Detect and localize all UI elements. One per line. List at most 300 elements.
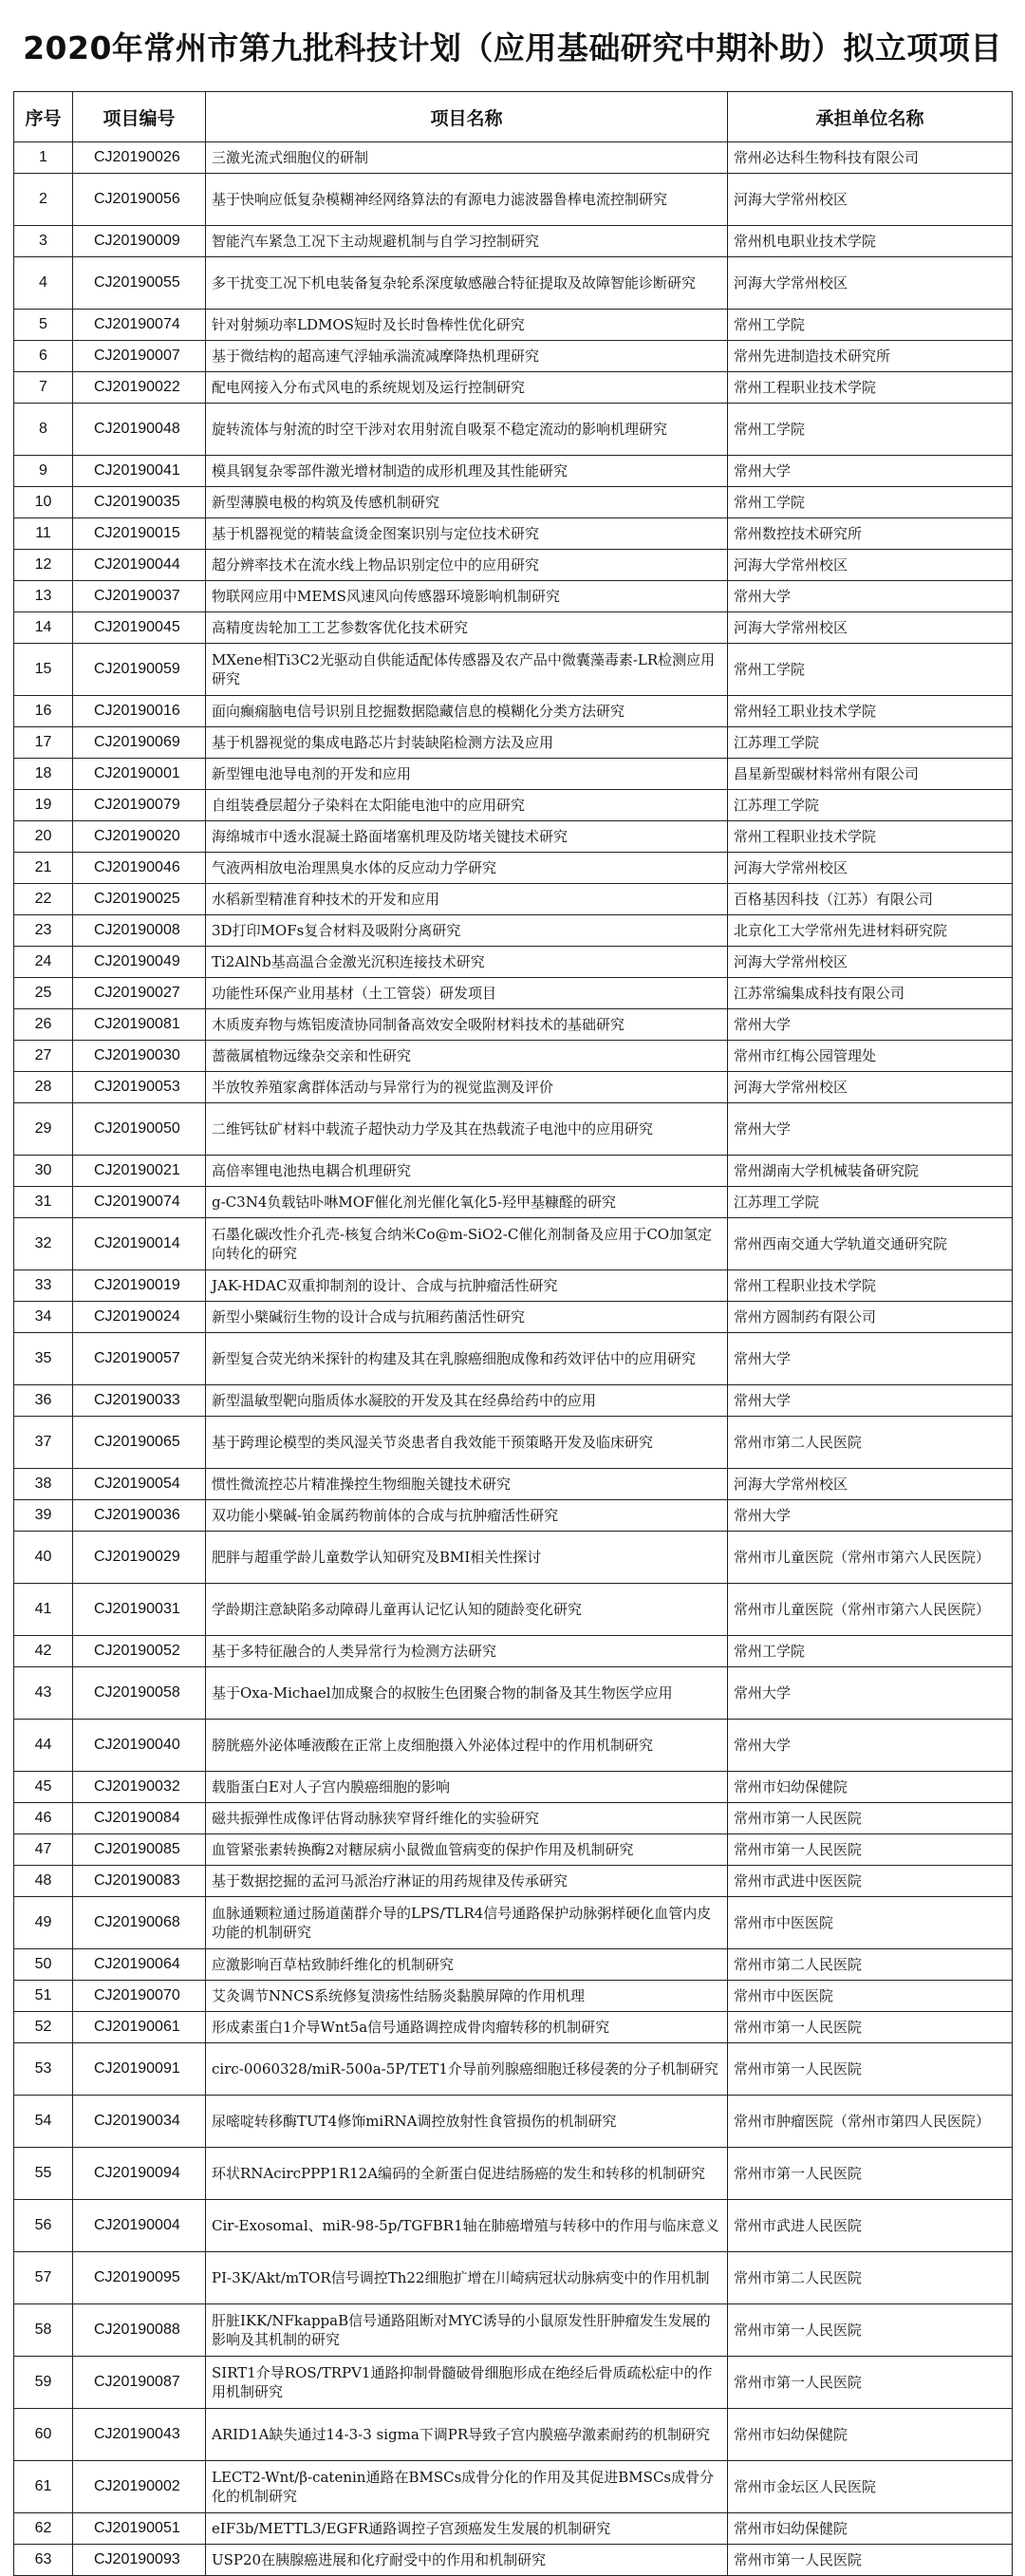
page-title: 2020年常州市第九批科技计划（应用基础研究中期补助）拟立项项目 [23,28,1002,66]
cell-project-code: CJ20190022 [73,372,206,404]
cell-project-name: 三激光流式细胞仪的研制 [206,142,728,174]
cell-unit-name: 河海大学常州校区 [728,947,1013,978]
cell-unit-name: 常州数控技术研究所 [728,518,1013,550]
cell-project-code: CJ20190059 [73,644,206,696]
cell-number: 33 [14,1270,73,1302]
table-row [14,727,1013,759]
cell-unit-name: 常州工学院 [728,487,1013,518]
cell-unit-name: 河海大学常州校区 [728,174,1013,226]
table-row [14,1500,1013,1532]
cell-project-name: 3D打印MOFs复合材料及吸附分离研究 [206,915,728,947]
cell-number: 16 [14,696,73,727]
cell-number: 50 [14,1949,73,1981]
table-row [14,1897,1013,1949]
table-row [14,1302,1013,1333]
table-row [14,1636,1013,1667]
cell-project-code: CJ20190074 [73,1187,206,1218]
cell-project-code: CJ20190044 [73,550,206,581]
cell-project-name: JAK-HDAC双重抑制剂的设计、合成与抗肿瘤活性研究 [206,1270,728,1302]
cell-unit-name: 常州先进制造技术研究所 [728,341,1013,372]
cell-project-name: 高精度齿轮加工工艺参数客优化技术研究 [206,612,728,644]
cell-number: 48 [14,1866,73,1897]
cell-project-code: CJ20190019 [73,1270,206,1302]
table-body [14,142,1013,2576]
cell-number: 45 [14,1772,73,1803]
cell-number: 43 [14,1667,73,1720]
cell-project-code: CJ20190094 [73,2148,206,2200]
cell-project-name: Ti2AlNb基高温合金激光沉积连接技术研究 [206,947,728,978]
cell-number: 58 [14,2304,73,2357]
header-name: 项目名称 [206,92,728,142]
cell-number: 51 [14,1981,73,2012]
cell-project-code: CJ20190079 [73,790,206,821]
cell-project-name: 载脂蛋白E对人子宫内膜癌细胞的影响 [206,1772,728,1803]
table-row [14,1772,1013,1803]
cell-project-name: 功能性环保产业用基材（土工管袋）研发项目 [206,978,728,1009]
cell-project-code: CJ20190025 [73,884,206,915]
cell-project-name: 惯性微流控芯片精准操控生物细胞关键技术研究 [206,1469,728,1500]
table-row [14,644,1013,696]
cell-number: 22 [14,884,73,915]
cell-project-name: 血脉通颗粒通过肠道菌群介导的LPS/TLR4信号通路保护动脉粥样硬化血管内皮功能的机制研究 [206,1897,728,1949]
table-row [14,1667,1013,1720]
cell-project-name: 海绵城市中透水混凝土路面堵塞机理及防堵关键技术研究 [206,821,728,853]
table-row [14,978,1013,1009]
table-row [14,456,1013,487]
cell-project-code: CJ20190008 [73,915,206,947]
cell-unit-name: 常州市第一人民医院 [728,2148,1013,2200]
cell-unit-name: 常州市第二人民医院 [728,1417,1013,1469]
cell-project-name: circ-0060328/miR-500a-5P/TET1介导前列腺癌细胞迁移侵袭的分子机制研究 [206,2043,728,2096]
cell-project-name: 基于跨理论模型的类风湿关节炎患者自我效能干预策略开发及临床研究 [206,1417,728,1469]
cell-number: 39 [14,1500,73,1532]
cell-unit-name: 常州轻工职业技术学院 [728,696,1013,727]
cell-project-name: 基于机器视觉的集成电路芯片封装缺陷检测方法及应用 [206,727,728,759]
cell-number: 23 [14,915,73,947]
table-row [14,1866,1013,1897]
cell-unit-name: 江苏理工学院 [728,790,1013,821]
cell-project-code: CJ20190035 [73,487,206,518]
cell-project-code: CJ20190037 [73,581,206,612]
header-code: 项目编号 [73,92,206,142]
cell-number: 34 [14,1302,73,1333]
table-row [14,2513,1013,2545]
cell-number: 27 [14,1041,73,1072]
cell-unit-name: 常州方圆制药有限公司 [728,1302,1013,1333]
table-row [14,884,1013,915]
table-row [14,174,1013,226]
cell-number: 12 [14,550,73,581]
cell-project-name: ARID1A缺失通过14-3-3 sigma下调PR导致子宫内膜癌孕激素耐药的机制研究 [206,2409,728,2461]
cell-unit-name: 常州大学 [728,1720,1013,1772]
cell-project-code: CJ20190054 [73,1469,206,1500]
cell-unit-name: 常州工程职业技术学院 [728,821,1013,853]
cell-unit-name: 常州市妇幼保健院 [728,2513,1013,2545]
table-row [14,1469,1013,1500]
cell-unit-name: 常州工学院 [728,1636,1013,1667]
cell-number: 30 [14,1156,73,1187]
cell-project-code: CJ20190033 [73,1385,206,1417]
table-row [14,310,1013,341]
cell-unit-name: 常州市第一人民医院 [728,1803,1013,1834]
table-row [14,1041,1013,1072]
cell-number: 37 [14,1417,73,1469]
cell-project-code: CJ20190069 [73,727,206,759]
cell-unit-name: 常州市武进中医医院 [728,1866,1013,1897]
cell-project-name: 蔷薇属植物远缘杂交亲和性研究 [206,1041,728,1072]
header-no: 序号 [14,92,73,142]
cell-number: 38 [14,1469,73,1500]
cell-unit-name: 北京化工大学常州先进材料研究院 [728,915,1013,947]
cell-unit-name: 常州市第一人民医院 [728,2043,1013,2096]
cell-number: 44 [14,1720,73,1772]
cell-project-name: 智能汽车紧急工况下主动规避机制与自学习控制研究 [206,226,728,257]
cell-unit-name: 常州大学 [728,1667,1013,1720]
cell-project-name: 木质废弃物与炼铝废渣协同制备高效安全吸附材料技术的基础研究 [206,1009,728,1041]
cell-number: 14 [14,612,73,644]
table-row [14,2545,1013,2576]
cell-project-code: CJ20190049 [73,947,206,978]
cell-number: 8 [14,404,73,456]
cell-number: 61 [14,2461,73,2513]
cell-number: 20 [14,821,73,853]
cell-unit-name: 常州市第二人民医院 [728,2252,1013,2304]
cell-unit-name: 百格基因科技（江苏）有限公司 [728,884,1013,915]
cell-number: 46 [14,1803,73,1834]
cell-project-name: 基于微结构的超高速气浮轴承湍流减摩降热机理研究 [206,341,728,372]
table-row [14,1949,1013,1981]
cell-unit-name: 常州市第一人民医院 [728,1834,1013,1866]
cell-project-name: 半放牧养殖家禽群体活动与异常行为的视觉监测及评价 [206,1072,728,1103]
cell-project-name: 新型复合荧光纳米探针的构建及其在乳腺癌细胞成像和药效评估中的应用研究 [206,1333,728,1385]
cell-number: 10 [14,487,73,518]
cell-unit-name: 常州市中医医院 [728,1897,1013,1949]
table-row [14,1720,1013,1772]
cell-number: 11 [14,518,73,550]
table-row [14,1417,1013,1469]
table-row [14,2200,1013,2252]
table-row [14,2461,1013,2513]
cell-number: 59 [14,2357,73,2409]
cell-number: 56 [14,2200,73,2252]
cell-number: 1 [14,142,73,174]
cell-project-code: CJ20190015 [73,518,206,550]
cell-number: 55 [14,2148,73,2200]
table-row [14,1981,1013,2012]
cell-unit-name: 常州工程职业技术学院 [728,372,1013,404]
table-row [14,759,1013,790]
cell-project-code: CJ20190093 [73,2545,206,2576]
cell-unit-name: 常州市第一人民医院 [728,2357,1013,2409]
cell-project-name: 尿嘧啶转移酶TUT4修饰miRNA调控放射性食管损伤的机制研究 [206,2096,728,2148]
cell-project-name: 气液两相放电治理黑臭水体的反应动力学研究 [206,853,728,884]
cell-number: 19 [14,790,73,821]
table-row [14,550,1013,581]
cell-project-code: CJ20190083 [73,1866,206,1897]
cell-project-name: 新型温敏型靶向脂质体水凝胶的开发及其在经鼻给药中的应用 [206,1385,728,1417]
table-row [14,518,1013,550]
cell-number: 62 [14,2513,73,2545]
cell-number: 13 [14,581,73,612]
cell-number: 17 [14,727,73,759]
cell-number: 24 [14,947,73,978]
cell-project-code: CJ20190084 [73,1803,206,1834]
table-row [14,1072,1013,1103]
cell-project-code: CJ20190045 [73,612,206,644]
cell-number: 35 [14,1333,73,1385]
cell-project-name: 二维钙钛矿材料中载流子超快动力学及其在热载流子电池中的应用研究 [206,1103,728,1156]
cell-number: 53 [14,2043,73,2096]
cell-project-code: CJ20190036 [73,1500,206,1532]
cell-project-code: CJ20190055 [73,257,206,310]
cell-project-name: 肥胖与超重学龄儿童数学认知研究及BMI相关性探讨 [206,1532,728,1584]
table-row [14,821,1013,853]
table-row [14,1532,1013,1584]
cell-number: 4 [14,257,73,310]
cell-project-name: 模具钢复杂零部件激光增材制造的成形机理及其性能研究 [206,456,728,487]
cell-unit-name: 常州市武进人民医院 [728,2200,1013,2252]
cell-project-code: CJ20190001 [73,759,206,790]
cell-project-name: 石墨化碳改性介孔壳-核复合纳米Co@m-SiO2-C催化剂制备及应用于CO加氢定向转化的研究 [206,1218,728,1270]
cell-unit-name: 常州市儿童医院（常州市第六人民医院） [728,1584,1013,1636]
cell-project-name: 基于快响应低复杂模糊神经网络算法的有源电力滤波器鲁棒电流控制研究 [206,174,728,226]
table-row [14,790,1013,821]
header-unit: 承担单位名称 [728,92,1013,142]
cell-project-code: CJ20190081 [73,1009,206,1041]
cell-project-code: CJ20190056 [73,174,206,226]
cell-number: 49 [14,1897,73,1949]
table-row [14,2357,1013,2409]
cell-project-code: CJ20190043 [73,2409,206,2461]
table-row [14,2012,1013,2043]
cell-project-name: 肝脏IKK/NFkappaB信号通路阻断对MYC诱导的小鼠原发性肝肿瘤发生发展的影响及其机制的研究 [206,2304,728,2357]
cell-number: 26 [14,1009,73,1041]
cell-unit-name: 昌星新型碳材料常州有限公司 [728,759,1013,790]
cell-project-name: 应激影响百草枯致肺纤维化的机制研究 [206,1949,728,1981]
cell-project-name: 基于Oxa-Michael加成聚合的叔胺生色团聚合物的制备及其生物医学应用 [206,1667,728,1720]
cell-project-code: CJ20190050 [73,1103,206,1156]
cell-project-code: CJ20190007 [73,341,206,372]
project-table [13,91,1013,2576]
cell-number: 15 [14,644,73,696]
cell-project-code: CJ20190020 [73,821,206,853]
table-row [14,142,1013,174]
cell-project-code: CJ20190074 [73,310,206,341]
cell-project-name: SIRT1介导ROS/TRPV1通路抑制骨髓破骨细胞形成在绝经后骨质疏松症中的作用机制研究 [206,2357,728,2409]
table-row [14,1156,1013,1187]
cell-unit-name: 河海大学常州校区 [728,1072,1013,1103]
cell-project-name: MXene相Ti3C2光驱动自供能适配体传感器及农产品中微囊藻毒素-LR检测应用研究 [206,644,728,696]
cell-unit-name: 江苏理工学院 [728,727,1013,759]
table-row [14,853,1013,884]
cell-number: 3 [14,226,73,257]
cell-unit-name: 常州大学 [728,1500,1013,1532]
table-row [14,1187,1013,1218]
cell-number: 29 [14,1103,73,1156]
cell-unit-name: 常州必达科生物科技有限公司 [728,142,1013,174]
table-row [14,372,1013,404]
cell-project-name: 配电网接入分布式风电的系统规划及运行控制研究 [206,372,728,404]
cell-project-code: CJ20190026 [73,142,206,174]
cell-number: 2 [14,174,73,226]
cell-unit-name: 常州市妇幼保健院 [728,2409,1013,2461]
cell-project-code: CJ20190065 [73,1417,206,1469]
cell-project-code: CJ20190031 [73,1584,206,1636]
cell-project-code: CJ20190004 [73,2200,206,2252]
cell-project-name: 形成素蛋白1介导Wnt5a信号通路调控成骨肉瘤转移的机制研究 [206,2012,728,2043]
table-row [14,612,1013,644]
cell-number: 32 [14,1218,73,1270]
cell-project-name: 膀胱癌外泌体唾液酸在正常上皮细胞摄入外泌体过程中的作用机制研究 [206,1720,728,1772]
cell-project-name: 基于机器视觉的精装盒烫金图案识别与定位技术研究 [206,518,728,550]
cell-project-name: 多干扰变工况下机电装备复杂轮系深度敏感融合特征提取及故障智能诊断研究 [206,257,728,310]
cell-unit-name: 常州工学院 [728,644,1013,696]
cell-unit-name: 常州市儿童医院（常州市第六人民医院） [728,1532,1013,1584]
cell-unit-name: 常州大学 [728,456,1013,487]
cell-unit-name: 江苏理工学院 [728,1187,1013,1218]
cell-number: 41 [14,1584,73,1636]
cell-project-name: LECT2-Wnt/β-catenin通路在BMSCs成骨分化的作用及其促进BMSCs成骨分化的机制研究 [206,2461,728,2513]
cell-unit-name: 常州市中医医院 [728,1981,1013,2012]
table-row [14,1584,1013,1636]
cell-project-name: 针对射频功率LDMOS短时及长时鲁棒性优化研究 [206,310,728,341]
cell-project-name: 基于多特征融合的人类异常行为检测方法研究 [206,1636,728,1667]
cell-project-name: 面向癫痫脑电信号识别且挖掘数据隐藏信息的模糊化分类方法研究 [206,696,728,727]
table-row [14,404,1013,456]
cell-unit-name: 常州大学 [728,1333,1013,1385]
table-row [14,915,1013,947]
cell-project-code: CJ20190051 [73,2513,206,2545]
cell-project-code: CJ20190068 [73,1897,206,1949]
cell-number: 18 [14,759,73,790]
cell-number: 31 [14,1187,73,1218]
table-row [14,1803,1013,1834]
cell-project-code: CJ20190041 [73,456,206,487]
cell-project-code: CJ20190052 [73,1636,206,1667]
cell-project-code: CJ20190064 [73,1949,206,1981]
cell-unit-name: 常州大学 [728,1103,1013,1156]
cell-project-code: CJ20190057 [73,1333,206,1385]
cell-unit-name: 常州市第一人民医院 [728,2012,1013,2043]
cell-project-code: CJ20190027 [73,978,206,1009]
cell-project-code: CJ20190091 [73,2043,206,2096]
cell-unit-name: 常州大学 [728,1009,1013,1041]
cell-project-code: CJ20190058 [73,1667,206,1720]
cell-number: 60 [14,2409,73,2461]
cell-project-name: 自组装叠层超分子染料在太阳能电池中的应用研究 [206,790,728,821]
cell-unit-name: 常州市第二人民医院 [728,1949,1013,1981]
cell-unit-name: 常州市妇幼保健院 [728,1772,1013,1803]
cell-project-name: USP20在胰腺癌进展和化疗耐受中的作用和机制研究 [206,2545,728,2576]
cell-number: 63 [14,2545,73,2576]
table-row [14,1385,1013,1417]
cell-number: 52 [14,2012,73,2043]
table-row [14,581,1013,612]
cell-unit-name: 常州工程职业技术学院 [728,1270,1013,1302]
cell-number: 47 [14,1834,73,1866]
cell-project-code: CJ20190024 [73,1302,206,1333]
table-row [14,1333,1013,1385]
cell-project-name: 学龄期注意缺陷多动障碍儿童再认记忆认知的随龄变化研究 [206,1584,728,1636]
cell-project-code: CJ20190061 [73,2012,206,2043]
table-row [14,1009,1013,1041]
cell-project-name: PI-3K/Akt/mTOR信号调控Th22细胞扩增在川崎病冠状动脉病变中的作用机制 [206,2252,728,2304]
cell-number: 57 [14,2252,73,2304]
cell-project-code: CJ20190009 [73,226,206,257]
cell-project-name: Cir-Exosomal、miR-98-5p/TGFBR1轴在肺癌增殖与转移中的作用与临床意义 [206,2200,728,2252]
cell-unit-name: 常州市第一人民医院 [728,2545,1013,2576]
cell-number: 36 [14,1385,73,1417]
cell-project-code: CJ20190029 [73,1532,206,1584]
cell-project-name: 基于数据挖掘的孟河马派治疗淋证的用药规律及传承研究 [206,1866,728,1897]
table-row [14,947,1013,978]
cell-project-name: eIF3b/METTL3/EGFR通路调控子宫颈癌发生发展的机制研究 [206,2513,728,2545]
cell-number: 5 [14,310,73,341]
cell-project-name: 超分辨率技术在流水线上物品识别定位中的应用研究 [206,550,728,581]
cell-unit-name: 江苏常编集成科技有限公司 [728,978,1013,1009]
cell-unit-name: 常州工学院 [728,310,1013,341]
header-row [14,92,1013,142]
cell-project-code: CJ20190088 [73,2304,206,2357]
cell-project-code: CJ20190046 [73,853,206,884]
cell-unit-name: 河海大学常州校区 [728,257,1013,310]
cell-project-name: 环状RNAcircPPP1R12A编码的全新蛋白促进结肠癌的发生和转移的机制研究 [206,2148,728,2200]
cell-unit-name: 常州大学 [728,581,1013,612]
cell-number: 28 [14,1072,73,1103]
cell-number: 7 [14,372,73,404]
cell-project-name: 物联网应用中MEMS风速风向传感器环境影响机制研究 [206,581,728,612]
cell-project-name: 高倍率锂电池热电耦合机理研究 [206,1156,728,1187]
cell-unit-name: 河海大学常州校区 [728,1469,1013,1500]
table-row [14,257,1013,310]
table-row [14,1103,1013,1156]
cell-number: 54 [14,2096,73,2148]
cell-unit-name: 常州市第一人民医院 [728,2304,1013,2357]
table-row [14,696,1013,727]
cell-project-code: CJ20190016 [73,696,206,727]
table-row [14,226,1013,257]
cell-unit-name: 河海大学常州校区 [728,550,1013,581]
cell-unit-name: 常州市金坛区人民医院 [728,2461,1013,2513]
table-row [14,341,1013,372]
table-row [14,2409,1013,2461]
table-row [14,1834,1013,1866]
cell-unit-name: 常州西南交通大学轨道交通研究院 [728,1218,1013,1270]
cell-project-name: 血管紧张素转换酶2对糖尿病小鼠微血管病变的保护作用及机制研究 [206,1834,728,1866]
cell-project-code: CJ20190030 [73,1041,206,1072]
cell-number: 25 [14,978,73,1009]
cell-project-code: CJ20190014 [73,1218,206,1270]
cell-project-name: 旋转流体与射流的时空干涉对农用射流自吸泵不稳定流动的影响机理研究 [206,404,728,456]
cell-project-code: CJ20190048 [73,404,206,456]
cell-project-code: CJ20190053 [73,1072,206,1103]
cell-project-code: CJ20190021 [73,1156,206,1187]
cell-project-name: g-C3N4负载钴卟啉MOF催化剂光催化氧化5-羟甲基糠醛的研究 [206,1187,728,1218]
cell-project-name: 水稻新型精准育种技术的开发和应用 [206,884,728,915]
cell-unit-name: 常州机电职业技术学院 [728,226,1013,257]
cell-project-name: 磁共振弹性成像评估肾动脉狭窄肾纤维化的实验研究 [206,1803,728,1834]
cell-unit-name: 河海大学常州校区 [728,612,1013,644]
cell-project-name: 新型薄膜电极的构筑及传感机制研究 [206,487,728,518]
table-row [14,2252,1013,2304]
table-row [14,2304,1013,2357]
cell-project-name: 新型小檗碱衍生物的设计合成与抗厢药菌活性研究 [206,1302,728,1333]
cell-number: 40 [14,1532,73,1584]
cell-project-name: 双功能小檗碱-铂金属药物前体的合成与抗肿瘤活性研究 [206,1500,728,1532]
table-row [14,2096,1013,2148]
cell-project-name: 新型锂电池导电剂的开发和应用 [206,759,728,790]
table-row [14,487,1013,518]
